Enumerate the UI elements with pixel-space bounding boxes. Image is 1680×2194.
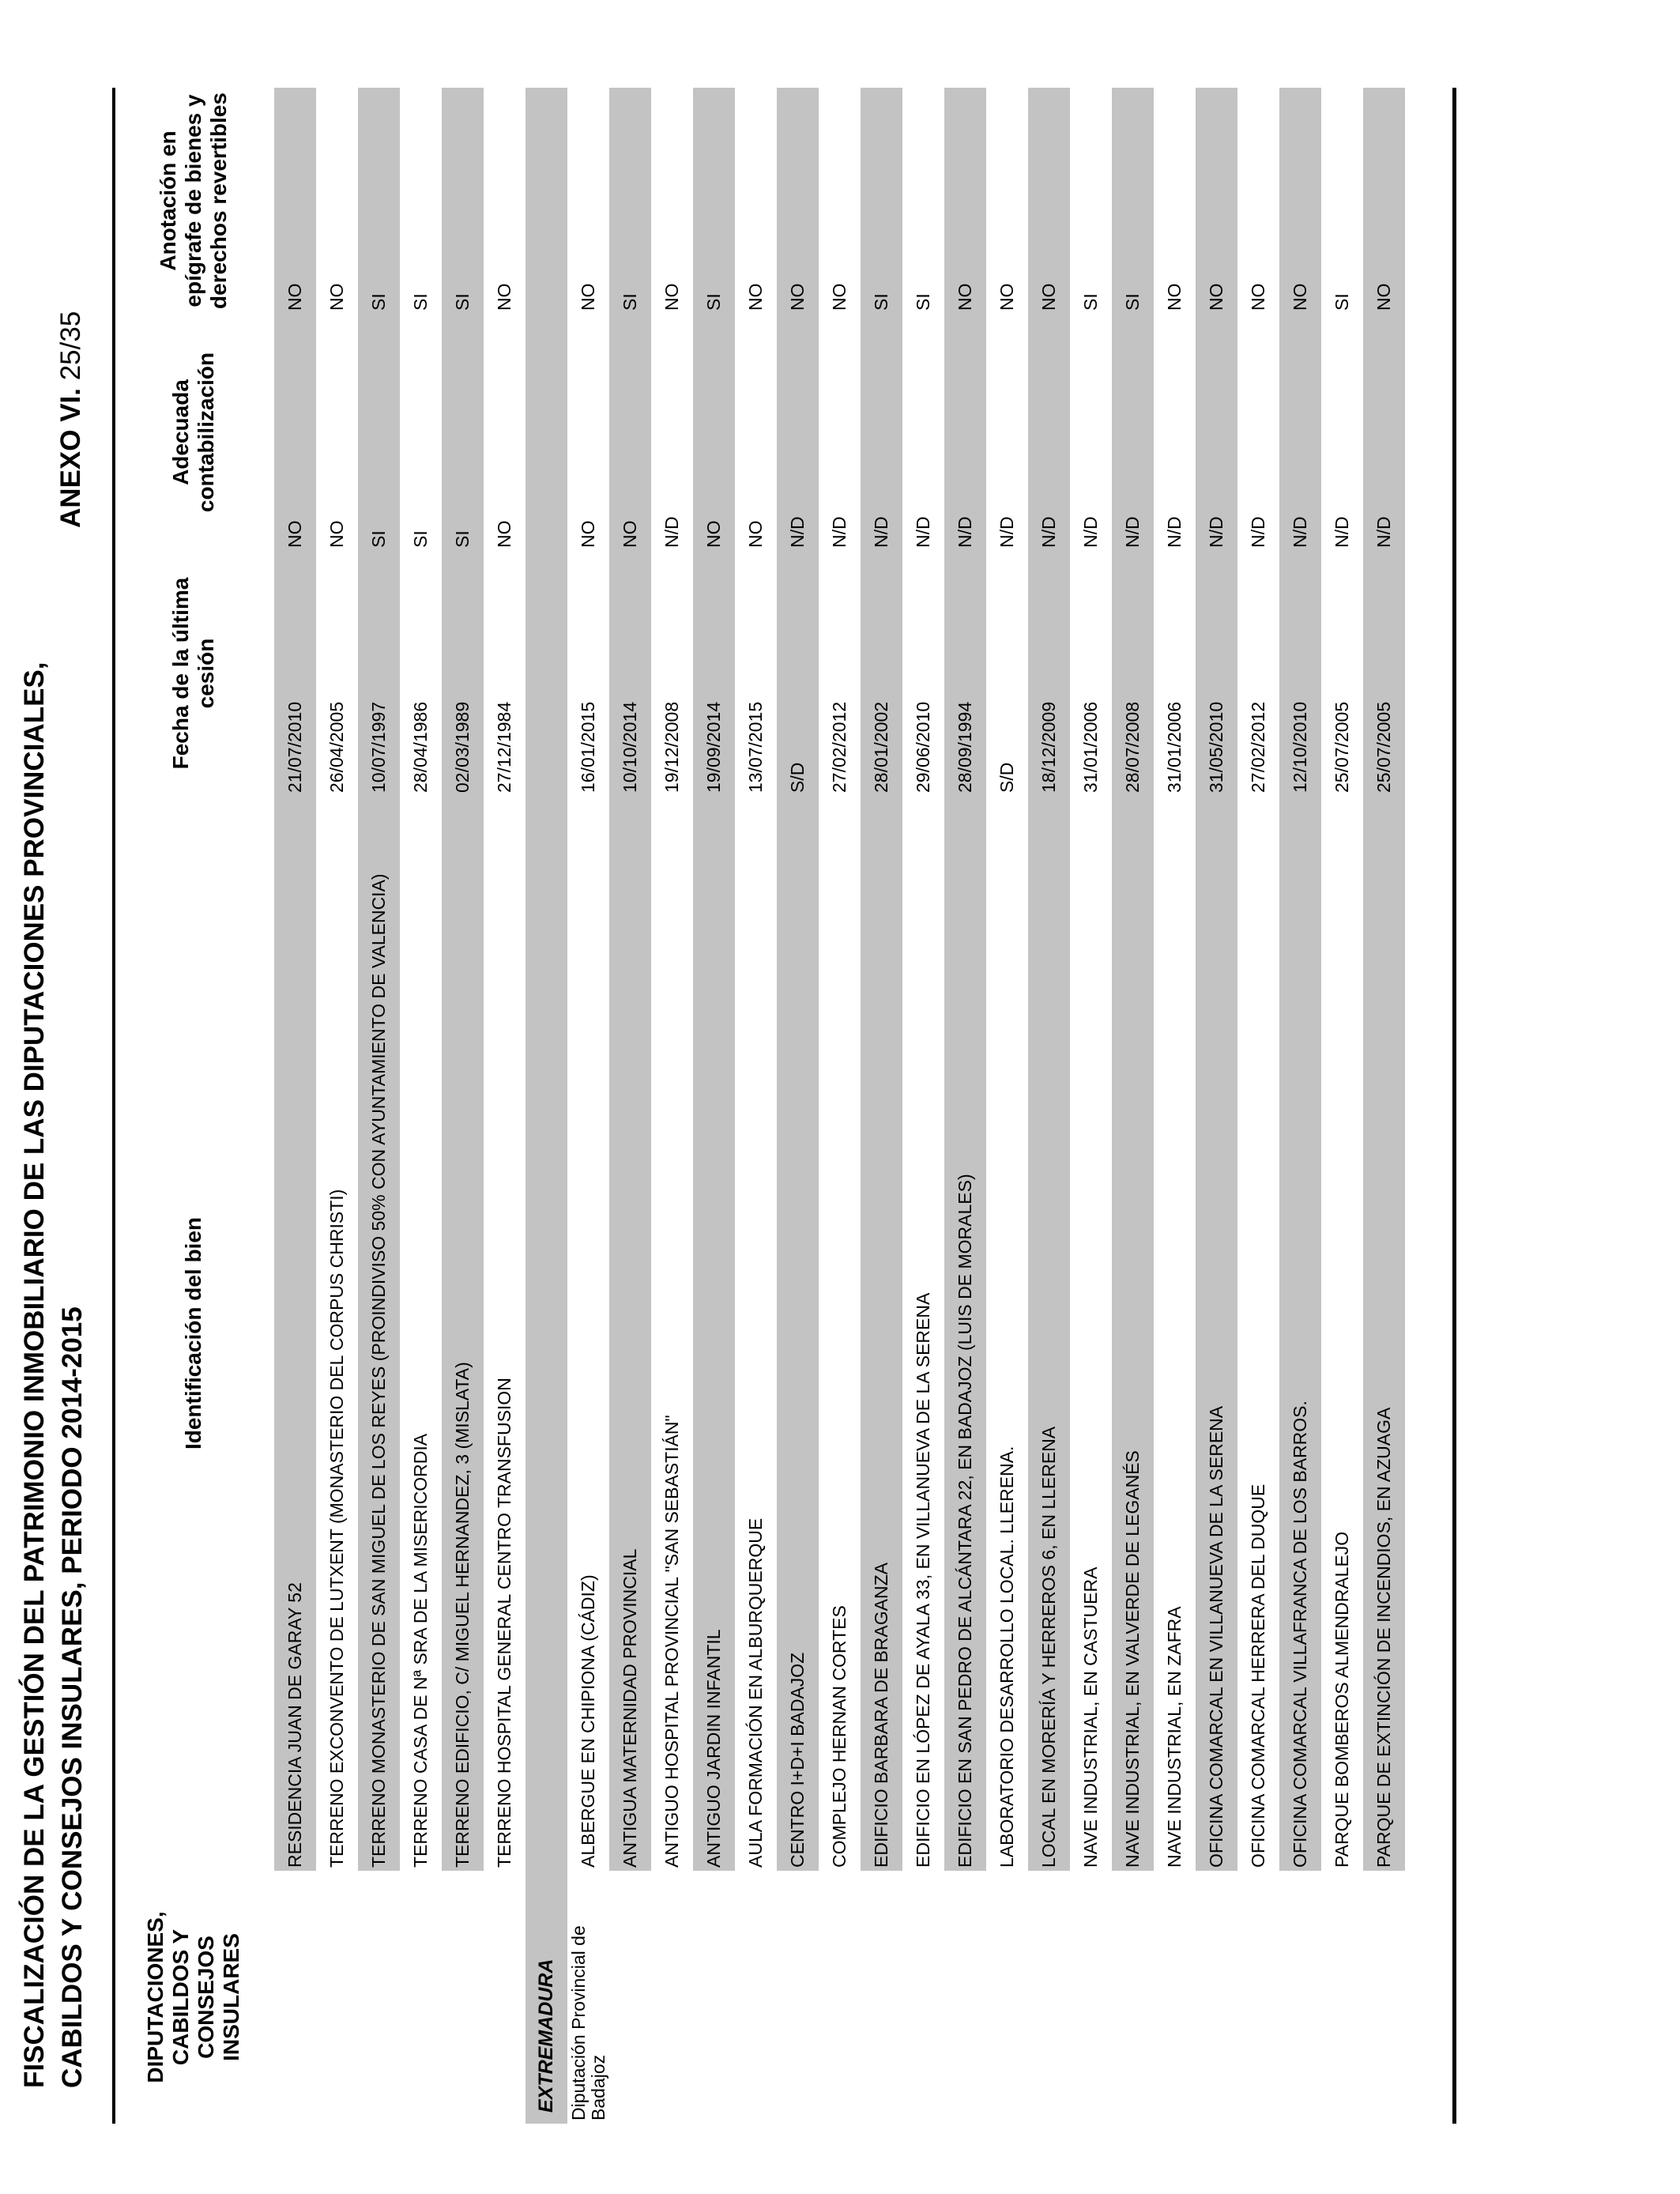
cell-anot: NO xyxy=(777,88,819,314)
cell-bien: TERRENO EDIFICIO, C/ MIGUEL HERNANDEZ, 3 (MISLATA) xyxy=(442,796,484,1871)
cell-dip xyxy=(1028,1871,1070,2124)
cell-fecha: 18/12/2009 xyxy=(1028,551,1070,796)
cell-bien: NAVE INDUSTRIAL, EN CASTUERA xyxy=(1080,1566,1101,1868)
cell-anot: SI xyxy=(913,293,933,311)
cell-cont: N/D xyxy=(1080,516,1101,548)
cell-dip xyxy=(861,1871,902,2124)
table-row xyxy=(819,88,861,2124)
cell-fecha: S/D xyxy=(777,551,819,796)
cell-bien: RESIDENCIA JUAN DE GARAY 52 xyxy=(274,796,316,1871)
cell-bien: AULA FORMACIÓN EN ALBURQUERQUE xyxy=(745,1517,766,1868)
col-header-cont: Adecuada contabilización xyxy=(168,352,218,513)
table-row xyxy=(358,88,400,2124)
region-filler xyxy=(525,314,567,551)
region-row xyxy=(525,88,567,2124)
cell-cont: SI xyxy=(358,314,400,551)
cell-cont: N/D xyxy=(1279,314,1321,551)
cell-cont: NO xyxy=(578,520,598,548)
cell-dip xyxy=(316,1871,358,2124)
cell-anot: NO xyxy=(326,283,347,311)
cell-anot: NO xyxy=(1196,88,1237,314)
cell-cont: N/D xyxy=(861,314,902,551)
table-row xyxy=(1196,88,1237,2124)
cell-fecha: 26/04/2005 xyxy=(326,701,347,793)
col-header-fecha: Fecha de la última cesión xyxy=(168,577,218,770)
cell-anot: SI xyxy=(609,88,651,314)
asset-table xyxy=(112,88,1405,2124)
cell-fecha: 25/07/2005 xyxy=(1332,701,1352,793)
cell-anot: SI xyxy=(1080,293,1101,311)
cell-fecha: 25/07/2005 xyxy=(1363,551,1405,796)
cell-dip xyxy=(1321,1871,1363,2124)
cell-bien: LABORATORIO DESARROLLO LOCAL. LLERENA. xyxy=(996,1446,1017,1868)
cell-cont: NO xyxy=(494,520,514,548)
cell-dip xyxy=(1154,1871,1196,2124)
cell-dip xyxy=(1237,1871,1279,2124)
cell-dip xyxy=(400,1871,442,2124)
cell-bien: OFICINA COMARCAL EN VILLANUEVA DE LA SERENA xyxy=(1196,796,1237,1871)
table-row xyxy=(274,88,316,2124)
region-filler xyxy=(525,88,567,314)
cell-dip xyxy=(651,1871,693,2124)
cell-bien: LOCAL EN MORERÍA Y HERREROS 6, EN LLERENA xyxy=(1028,796,1070,1871)
cell-fecha: 19/12/2008 xyxy=(661,701,682,793)
cell-bien: OFICINA COMARCAL HERRERA DEL DUQUE xyxy=(1248,1483,1268,1868)
cell-dip xyxy=(442,1871,484,2124)
cell-cont: NO xyxy=(745,520,766,548)
cell-fecha: 28/04/1986 xyxy=(410,701,431,793)
cell-fecha: 28/09/1994 xyxy=(944,551,986,796)
table-row xyxy=(1028,88,1070,2124)
cell-anot: SI xyxy=(1112,88,1154,314)
region-filler xyxy=(525,796,567,1871)
cell-cont: N/D xyxy=(829,516,849,548)
cell-anot: NO xyxy=(1028,88,1070,314)
table-row xyxy=(651,88,693,2124)
cell-dip xyxy=(819,1871,861,2124)
cell-anot: SI xyxy=(410,293,431,311)
cell-bien: TERRENO EXCONVENTO DE LUTXENT (MONASTERIO DEL CORPUS CHRISTI) xyxy=(326,1189,347,1868)
cell-cont: SI xyxy=(410,530,431,548)
cell-bien: TERRENO MONASTERIO DE SAN MIGUEL DE LOS REYES (PROINDIVISO 50% CON AYUNTAMIENTO DE VALENCIA) xyxy=(358,796,400,1871)
annex-page: 25/35 xyxy=(55,311,86,381)
cell-anot: NO xyxy=(1164,283,1185,311)
annex-number: ANEXO VI. xyxy=(55,388,86,528)
cell-cont: N/D xyxy=(777,314,819,551)
table-row xyxy=(986,88,1028,2124)
cell-anot: SI xyxy=(1332,293,1352,311)
table-row xyxy=(400,88,442,2124)
table-row xyxy=(609,88,651,2124)
table-row xyxy=(902,88,944,2124)
table-row xyxy=(1363,88,1405,2124)
cell-fecha: 27/02/2012 xyxy=(1248,701,1268,793)
cell-fecha: 28/01/2002 xyxy=(861,551,902,796)
cell-anot: NO xyxy=(996,283,1017,311)
cell-fecha: 12/10/2010 xyxy=(1279,551,1321,796)
document-title xyxy=(16,662,92,2089)
table-row xyxy=(944,88,986,2124)
cell-anot: SI xyxy=(693,88,735,314)
cell-dip xyxy=(609,1871,651,2124)
cell-dip xyxy=(944,1871,986,2124)
table-body xyxy=(274,88,1405,2124)
cell-fecha: 10/10/2014 xyxy=(609,551,651,796)
cell-dip xyxy=(484,1871,525,2124)
cell-dip xyxy=(358,1871,400,2124)
cell-bien: ANTIGUO HOSPITAL PROVINCIAL "SAN SEBASTIÁN" xyxy=(661,1415,682,1868)
cell-bien: COMPLEJO HERNAN CORTES xyxy=(829,1605,849,1868)
table-row xyxy=(1070,88,1112,2124)
cell-cont: NO xyxy=(274,314,316,551)
cell-anot: NO xyxy=(494,283,514,311)
table-row xyxy=(693,88,735,2124)
cell-dip xyxy=(902,1871,944,2124)
cell-cont: N/D xyxy=(1112,314,1154,551)
cell-dip xyxy=(1070,1871,1112,2124)
cell-dip xyxy=(1196,1871,1237,2124)
cell-bien: TERRENO HOSPITAL GENERAL CENTRO TRANSFUSION xyxy=(494,1378,514,1868)
cell-anot: SI xyxy=(358,88,400,314)
cell-dip: Diputación Provincial de Badajoz xyxy=(567,1925,608,2120)
table-row xyxy=(484,88,525,2124)
table-row xyxy=(1154,88,1196,2124)
cell-cont: N/D xyxy=(996,516,1017,548)
cell-dip xyxy=(1279,1871,1321,2124)
cell-bien: ANTIGUO JARDIN INFANTIL xyxy=(693,796,735,1871)
cell-fecha: 27/02/2012 xyxy=(829,701,849,793)
table-bottom-rule xyxy=(1452,88,1456,2124)
cell-fecha: 10/07/1997 xyxy=(358,551,400,796)
cell-fecha: S/D xyxy=(996,762,1017,793)
col-header-anot: Anotación en epígrafe de bienes y derechos revertibles xyxy=(155,92,231,309)
table-row xyxy=(735,88,777,2124)
annex-label xyxy=(55,311,87,528)
cell-cont: N/D xyxy=(1248,516,1268,548)
cell-cont: N/D xyxy=(913,516,933,548)
cell-bien: EDIFICIO BARBARA DE BRAGANZA xyxy=(861,796,902,1871)
cell-anot: NO xyxy=(1248,283,1268,311)
cell-cont: N/D xyxy=(1363,314,1405,551)
cell-fecha: 27/12/1984 xyxy=(494,701,514,793)
cell-cont: N/D xyxy=(1196,314,1237,551)
cell-anot: SI xyxy=(861,88,902,314)
table-row xyxy=(1321,88,1363,2124)
cell-dip xyxy=(1363,1871,1405,2124)
cell-anot: NO xyxy=(1279,88,1321,314)
cell-dip xyxy=(1112,1871,1154,2124)
cell-bien: NAVE INDUSTRIAL, EN ZAFRA xyxy=(1164,1606,1185,1868)
table-row xyxy=(567,88,609,2124)
cell-dip xyxy=(777,1871,819,2124)
cell-bien: TERRENO CASA DE Nª SRA DE LA MISERICORDIA xyxy=(410,1433,431,1868)
table-row xyxy=(1279,88,1321,2124)
cell-fecha: 19/09/2014 xyxy=(693,551,735,796)
cell-bien: ANTIGUA MATERNIDAD PROVINCIAL xyxy=(609,796,651,1871)
cell-anot: NO xyxy=(745,283,766,311)
cell-cont: NO xyxy=(693,314,735,551)
cell-anot: NO xyxy=(829,283,849,311)
cell-fecha: 31/01/2006 xyxy=(1080,701,1101,793)
table-row xyxy=(442,88,484,2124)
table-row xyxy=(777,88,819,2124)
table-row xyxy=(316,88,358,2124)
cell-fecha: 02/03/1989 xyxy=(442,551,484,796)
cell-anot: NO xyxy=(578,283,598,311)
cell-cont: N/D xyxy=(661,516,682,548)
table-row xyxy=(1237,88,1279,2124)
cell-bien: PARQUE BOMBEROS ALMENDRALEJO xyxy=(1332,1531,1352,1868)
cell-fecha: 31/05/2010 xyxy=(1196,551,1237,796)
cell-bien: ALBERGUE EN CHIPIONA (CÁDIZ) xyxy=(578,1574,598,1868)
table-row xyxy=(861,88,902,2124)
cell-fecha: 16/01/2015 xyxy=(578,701,598,793)
cell-anot: NO xyxy=(944,88,986,314)
col-header-bien: Identificación del bien xyxy=(180,1216,205,1450)
cell-fecha: 29/06/2010 xyxy=(913,701,933,793)
region-filler xyxy=(525,551,567,796)
cell-bien: OFICINA COMARCAL VILLAFRANCA DE LOS BARROS. xyxy=(1279,796,1321,1871)
cell-cont: N/D xyxy=(1332,516,1352,548)
cell-cont: NO xyxy=(326,520,347,548)
title-line-2: CABILDOS Y CONSEJOS INSULARES, PERIODO 2014-2015 xyxy=(57,1306,88,2088)
cell-dip xyxy=(693,1871,735,2124)
cell-fecha: 13/07/2015 xyxy=(745,701,766,793)
region-label: EXTREMADURA xyxy=(525,1871,567,2124)
table-row xyxy=(1112,88,1154,2124)
cell-bien: PARQUE DE EXTINCIÓN DE INCENDIOS, EN AZUAGA xyxy=(1363,796,1405,1871)
cell-dip xyxy=(274,1871,316,2124)
cell-bien: NAVE INDUSTRIAL, EN VALVERDE DE LEGANÉS xyxy=(1112,796,1154,1871)
cell-cont: N/D xyxy=(944,314,986,551)
cell-bien: EDIFICIO EN SAN PEDRO DE ALCÁNTARA 22, EN BADAJOZ (LUIS DE MORALES) xyxy=(944,796,986,1871)
title-line-1: FISCALIZACIÓN DE LA GESTIÓN DEL PATRIMONIO INMOBILIARIO DE LAS DIPUTACIONES PROVINCIALES, xyxy=(19,662,50,2088)
cell-cont: N/D xyxy=(1028,314,1070,551)
cell-anot: NO xyxy=(661,283,682,311)
header-row xyxy=(112,88,274,2124)
cell-fecha: 31/01/2006 xyxy=(1164,701,1185,793)
cell-fecha: 28/07/2008 xyxy=(1112,551,1154,796)
cell-dip xyxy=(735,1871,777,2124)
col-header-dip: DIPUTACIONES, CABILDOS Y CONSEJOS INSULARES xyxy=(142,1911,243,2083)
cell-cont: SI xyxy=(442,314,484,551)
cell-anot: NO xyxy=(1363,88,1405,314)
cell-fecha: 21/07/2010 xyxy=(274,551,316,796)
cell-bien: CENTRO I+D+I BADAJOZ xyxy=(777,796,819,1871)
cell-cont: NO xyxy=(609,314,651,551)
cell-anot: SI xyxy=(442,88,484,314)
cell-dip xyxy=(986,1871,1028,2124)
cell-bien: EDIFICIO EN LÓPEZ DE AYALA 33, EN VILLANUEVA DE LA SERENA xyxy=(913,1292,933,1868)
cell-cont: N/D xyxy=(1164,516,1185,548)
cell-anot: NO xyxy=(274,88,316,314)
